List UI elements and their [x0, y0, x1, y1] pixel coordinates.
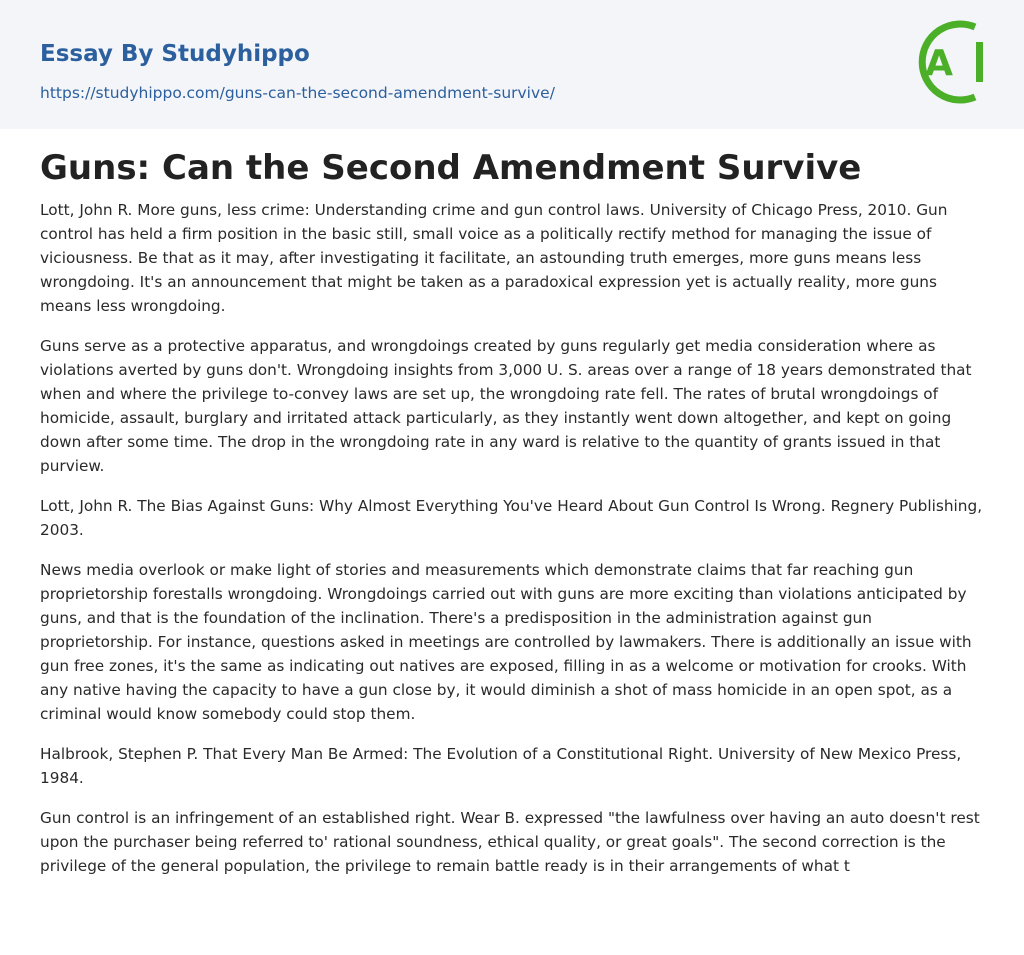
essay-title: Guns: Can the Second Amendment Survive	[40, 148, 862, 188]
site-header	[0, 0, 1024, 129]
essay-paragraph: Lott, John R. The Bias Against Guns: Why Almost Everything You've Heard About Gun Control Is Wrong. Regnery Publishing, 2003.	[40, 497, 983, 539]
essay-url-link[interactable]: https://studyhippo.com/guns-can-the-second-amendment-survive/	[40, 84, 555, 102]
logo-letter: A	[925, 43, 953, 84]
studyhippo-logo-icon[interactable]	[912, 19, 986, 105]
essay-paragraph: Gun control is an infringement of an established right. Wear B. expressed "the lawfulness over having an auto doesn't rest upon the purchaser being referred to' rational soundness, ethical quality, or great goals". The second correction is the privilege of the general population, the privilege to remain battle ready is in their arrangements of what t	[40, 809, 980, 875]
essay-content	[40, 146, 986, 894]
essay-paragraph: Guns serve as a protective apparatus, and wrongdoings created by guns regularly get media consideration where as violations averted by guns don't. Wrongdoing insights from 3,000 U. S. areas over a range of 18 years demonstrated that when and where the privilege to-convey laws are set up, the wrongdoing rate fell. The rates of brutal wrongdoings of homicide, assault, burglary and irritated attack particularly, as they instantly went down altogether, and kept on going down after some time. The drop in the wrongdoing rate in any ward is relative to the quantity of grants issued in that purview.	[40, 337, 972, 475]
essay-paragraph: News media overlook or make light of stories and measurements which demonstrate claims that far reaching gun proprietorship forestalls wrongdoing. Wrongdoings carried out with guns are more exciting than violations anticipated by guns, and that is the foundation of the inclination. There's a predisposition in the administration against gun proprietorship. For instance, questions asked in meetings are controlled by lawmakers. There is additionally an issue with gun free zones, it's the same as indicating out natives are exposed, filling in as a welcome or motivation for crooks. With any native having the capacity to have a gun close by, it would diminish a shot of mass homicide in an open spot, as a criminal would know somebody could stop them.	[40, 561, 972, 723]
brand-title[interactable]: Essay By Studyhippo	[40, 41, 310, 67]
essay-paragraph: Halbrook, Stephen P. That Every Man Be Armed: The Evolution of a Constitutional Right. University of New Mexico Press, 1984.	[40, 745, 962, 787]
essay-paragraph: Lott, John R. More guns, less crime: Understanding crime and gun control laws. University of Chicago Press, 2010. Gun control has held a firm position in the basic still, small voice as a politically rectify method for managing the issue of viciousness. Be that as it may, after investigating it facilitate, an astounding truth emerges, more guns means less wrongdoing. It's an announcement that might be taken as a paradoxical expression yet is actually reality, more guns means less wrongdoing.	[40, 201, 948, 315]
